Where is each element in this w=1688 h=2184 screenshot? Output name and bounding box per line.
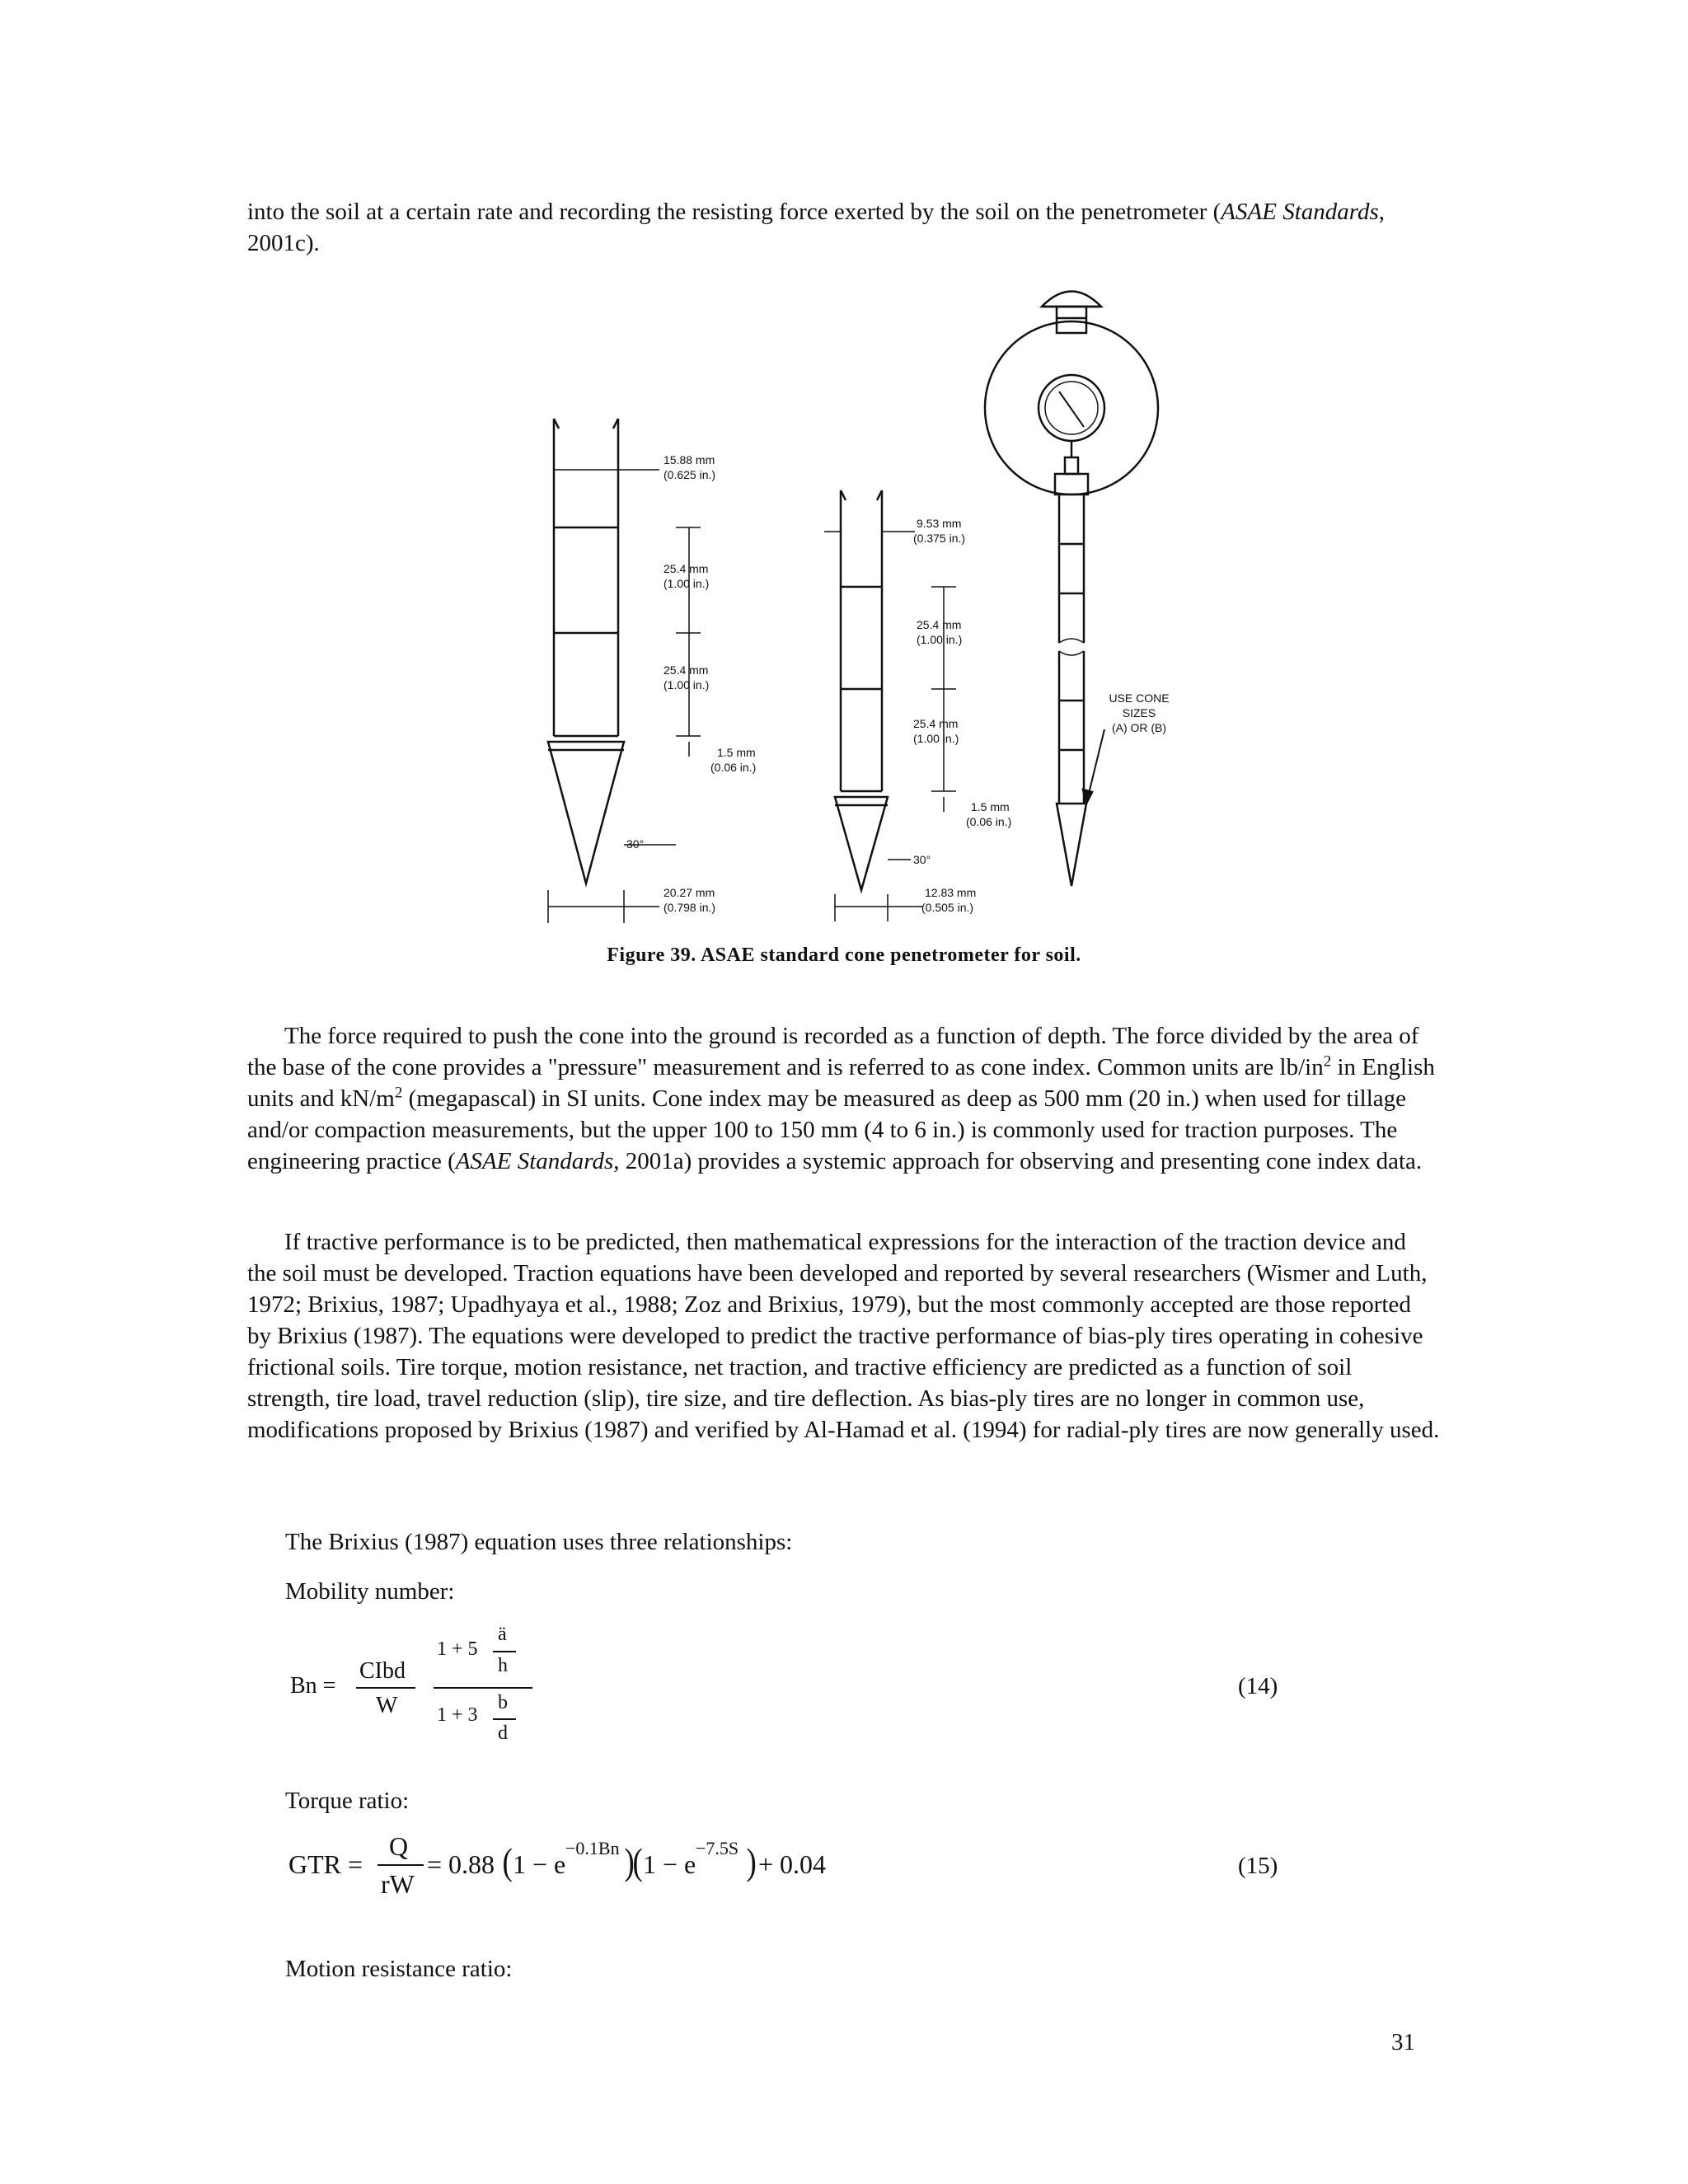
p1-superscript-2: 2: [394, 1084, 403, 1102]
penetrometer-assembly-drawing: [985, 292, 1158, 887]
intro-text: into the soil at a certain rate and recording the resisting force exerted by the soil on the penetrometer (: [247, 199, 1221, 225]
eq15-open-paren-2: (: [632, 1840, 643, 1882]
eq15-lhs: GTR =: [288, 1849, 363, 1879]
cone-a-angle: 30°: [626, 837, 645, 851]
cone-b-seg1-in: (1.00 in.): [917, 633, 963, 646]
eq15-term-2: 1 − e: [643, 1849, 696, 1879]
eq15-close-paren-1: ): [624, 1840, 635, 1882]
cone-a-seg1-in: (1.00 in.): [663, 577, 710, 590]
torque-ratio-label: Torque ratio:: [285, 1788, 410, 1814]
eq15-close-paren-2: ): [746, 1840, 757, 1882]
intro-tail: , 2001c).: [247, 199, 1385, 256]
p1-citation: ASAE Standards: [455, 1148, 614, 1174]
eq15-open-paren-1: (: [502, 1840, 513, 1882]
cone-b-base-in: (0.505 in.): [921, 901, 974, 914]
cone-b-seg1-mm: 25.4 mm: [917, 618, 962, 631]
page-number: 31: [1391, 2029, 1415, 2055]
eq15-exponent-1: −0.1Bn: [565, 1838, 620, 1858]
cone-b-gap-in: (0.06 in.): [966, 815, 1012, 828]
cone-a-seg1-mm: 25.4 mm: [663, 562, 709, 575]
eq15-den: rW: [381, 1869, 415, 1899]
eq14-bot-term: 1 + 3: [437, 1704, 478, 1726]
cone-a-seg2-mm: 25.4 mm: [663, 663, 709, 677]
eq15-coefficient: = 0.88: [427, 1849, 495, 1879]
equation-14-number: (14): [1238, 1673, 1278, 1699]
penetrometer-figure: [528, 280, 1170, 931]
cone-b-seg2-mm: 25.4 mm: [913, 717, 959, 730]
cone-b-drawing: [824, 490, 959, 921]
cone-a-seg2-in: (1.00 in.): [663, 678, 710, 691]
cone-size-note-line1: USE CONE: [1109, 691, 1170, 705]
cone-b-diameter-in: (0.375 in.): [913, 532, 966, 545]
eq15-fraction-bar: [377, 1864, 424, 1866]
cone-b-base-mm: 12.83 mm: [925, 886, 977, 899]
cone-a-gap-mm: 1.5 mm: [717, 746, 756, 759]
eq14-lhs: Bn =: [290, 1673, 336, 1699]
cone-b-gap-mm: 1.5 mm: [971, 800, 1010, 813]
mobility-number-label: Mobility number:: [285, 1578, 455, 1605]
eq14-den: W: [376, 1693, 398, 1718]
figure-caption: Figure 39. ASAE standard cone penetrometer for soil.: [607, 944, 1081, 966]
brixius-intro-line: The Brixius (1987) equation uses three relationships:: [285, 1529, 793, 1555]
traction-paragraph: If tractive performance is to be predicted, then mathematical expressions for the interaction of the traction device and the soil must be developed. Traction equations have been developed and reported by several researchers (Wismer and Luth, 1972; Brixius, 1987; Upadhyaya et al., 1988; Zoz and Brixius, 1979), but the most commonly accepted are those reported by Brixius (1987). The equations were developed to predict the tractive performance of bias-ply tires operating in cohesive frictional soils. Tire torque, motion resistance, net traction, and tractive efficiency are predicted as a function of soil strength, tire load, travel reduction (slip), tire size, and tire deflection. As bias-ply tires are no longer in common use, modifications proposed by Brixius (1987) and verified by Al-Hamad et al. (1994) for radial-ply tires are now generally used.: [247, 1229, 1440, 1443]
cone-b-angle: 30°: [913, 853, 931, 866]
intro-paragraph: [247, 196, 1441, 259]
cone-a-base-mm: 20.27 mm: [663, 886, 715, 899]
cone-a-diameter-mm: 15.88 mm: [663, 453, 715, 466]
cone-size-note-line3: (A) OR (B): [1111, 721, 1167, 734]
cone-b-diameter-mm: 9.53 mm: [917, 517, 962, 530]
eq14-bot-frac-den: d: [498, 1722, 508, 1744]
eq14-top-term: 1 + 5: [437, 1638, 478, 1660]
cone-index-paragraph: [247, 1020, 1441, 1177]
p1-text-b: in English units and kN/m: [247, 1054, 1435, 1112]
cone-a-base-in: (0.798 in.): [663, 901, 716, 914]
eq14-top-frac-bar: [493, 1651, 516, 1652]
eq15-num: Q: [389, 1831, 409, 1861]
eq14-num: CIbd: [359, 1658, 406, 1684]
eq15-exponent-2: −7.5S: [696, 1838, 739, 1858]
p1-text-a: The force required to push the cone into the ground is recorded as a function of depth. The force divided by the area of the base of the cone provides a "pressure" measurement and is referred to as cone index. Common units are lb/in: [247, 1023, 1419, 1080]
eq14-top-frac-num: ä: [498, 1624, 507, 1645]
equation-15-number: (15): [1238, 1853, 1278, 1879]
cone-b-seg2-in: (1.00 in.): [913, 732, 959, 745]
eq14-main-bar: [356, 1687, 415, 1689]
eq14-ratio-bar: [434, 1687, 532, 1689]
motion-resistance-label: Motion resistance ratio:: [285, 1956, 513, 1982]
p1-text-d: , 2001a) provides a systemic approach for observing and presenting cone index data.: [613, 1148, 1423, 1174]
cone-a-gap-in: (0.06 in.): [710, 761, 757, 774]
cone-size-note-line2: SIZES: [1122, 706, 1156, 719]
eq15-constant: + 0.04: [758, 1849, 827, 1879]
cone-a-diameter-in: (0.625 in.): [663, 468, 716, 481]
eq14-top-frac-den: h: [498, 1655, 508, 1676]
p1-superscript-1: 2: [1323, 1052, 1332, 1071]
intro-citation: ASAE Standards: [1221, 199, 1379, 225]
eq14-bot-frac-bar: [493, 1718, 516, 1720]
p1-text-c: (megapascal) in SI units. Cone index may be measured as deep as 500 mm (20 in.) when used for tillage and/or compaction measurements, but the upper 100 to 150 mm (4 to 6 in.) is commonly used for traction purposes. The engineering practice (: [247, 1085, 1407, 1174]
eq15-term-1: 1 − e: [513, 1849, 566, 1879]
eq14-bot-frac-num: b: [498, 1692, 508, 1713]
